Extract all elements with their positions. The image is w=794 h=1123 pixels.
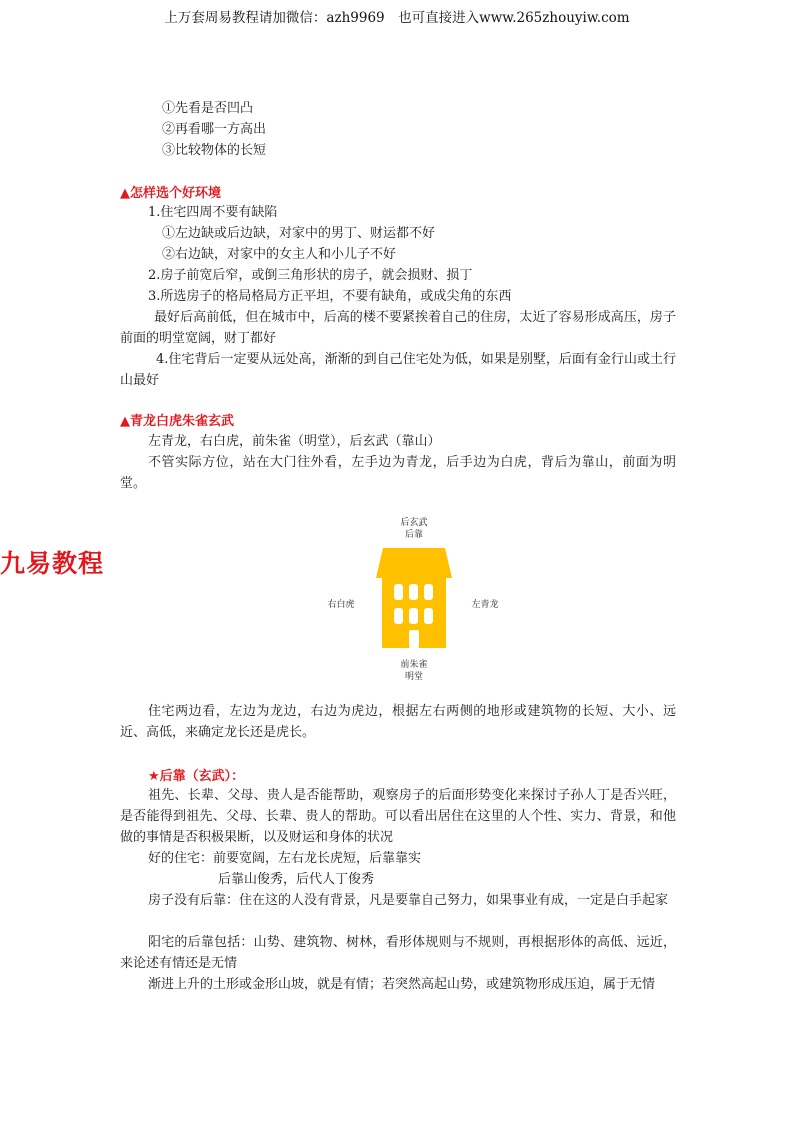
env-item-2: 2.房子前宽后窄，或倒三角形状的房子，就会损财、损丁 — [148, 268, 473, 283]
section-heading-back-support: ★后靠（玄武）： — [148, 769, 245, 784]
diagram-bottom-line1: 前朱雀 — [400, 660, 428, 670]
watermark-logo-text: 九易教程 — [0, 549, 105, 578]
four-symbols-line: 左青龙，右白虎，前朱雀（明堂），后玄武（靠山） — [148, 434, 441, 449]
step-1: ①先看是否凹凸 — [162, 101, 254, 116]
diagram-bottom-line2: 明堂 — [404, 672, 423, 682]
dragon-tiger-paragraph: 住宅两边看，左边为龙边，右边为虎边，根据左右两侧的地形或建筑物的长短、大小、远近、高低，来确定龙长还是虎长。 — [120, 704, 676, 740]
page-header: 上万套周易教程请加微信：azh9969 也可直接进入www.265zhouyiw.com — [164, 10, 630, 26]
diagram-left-label: 右白虎 — [327, 600, 355, 610]
back-support-paragraph-2: 房子没有后靠：住在这的人没有背景，凡是要靠自己努力，如果事业有成，一定是白手起家 — [148, 893, 669, 908]
good-house-line-2: 后靠山俊秀，后代人丁俊秀 — [218, 872, 375, 887]
diagram-right-label: 左青龙 — [471, 600, 499, 610]
back-support-paragraph-1: 祖先、长辈、父母、贵人是否能帮助，观察房子的后面形势变化来探讨子孙人丁是否兴旺，是否能得到祖先、父母、长辈、贵人的帮助。可以看出居住在这里的人个性、实力、背景，和他做的事情是否积极果断，以及财运和身体的状况 — [120, 788, 676, 845]
diagram-bottom-label — [384, 659, 444, 683]
section-heading-environment: ▲怎样选个好环境 — [120, 186, 221, 201]
diagram-top-line2: 后靠 — [404, 530, 423, 540]
diagram-top-label — [384, 517, 444, 541]
section-heading-four-symbols: ▲青龙白虎朱雀玄武 — [120, 414, 234, 429]
step-2: ②再看哪一方高出 — [162, 122, 267, 137]
env-item-1: 1.住宅四周不要有缺陷 — [148, 205, 278, 220]
env-sub-1: ①左边缺或后边缺，对家中的男丁、财运都不好 — [162, 226, 436, 241]
diagram-top-line1: 后玄武 — [400, 518, 428, 528]
four-symbols-paragraph: 不管实际方位，站在大门往外看，左手边为青龙，后手边为白虎，背后为靠山，前面为明堂。 — [120, 455, 676, 491]
step-3: ③比较物体的长短 — [162, 143, 267, 158]
env-sub-2: ②右边缺，对家中的女主人和小儿子不好 — [162, 247, 397, 262]
back-support-paragraph-3: 阳宅的后靠包括：山势、建筑物、树林，看形体规则与不规则，再根据形体的高低、远近，来论述有情还是无情 — [120, 935, 676, 971]
good-house-line-1: 好的住宅：前要宽阔，左右龙长虎短，后靠靠实 — [148, 851, 422, 866]
back-support-paragraph-4: 渐进上升的土形或金形山坡，就是有情；若突然高起山势，或建筑物形成压迫，属于无情 — [148, 977, 656, 992]
env-paragraph-1: 最好后高前低，但在城市中，后高的楼不要紧挨着自己的住房，太近了容易形成高压，房子前面的明堂宽阔，财丁都好 — [120, 310, 676, 346]
env-paragraph-2: 4.住宅背后一定要从远处高，渐渐的到自己住宅处为低，如果是别墅，后面有金行山或土行山最好 — [120, 352, 676, 388]
env-item-3: 3.所选房子的格局格局方正平坦，不要有缺角，或成尖角的东西 — [148, 289, 512, 304]
house-icon — [376, 548, 452, 648]
